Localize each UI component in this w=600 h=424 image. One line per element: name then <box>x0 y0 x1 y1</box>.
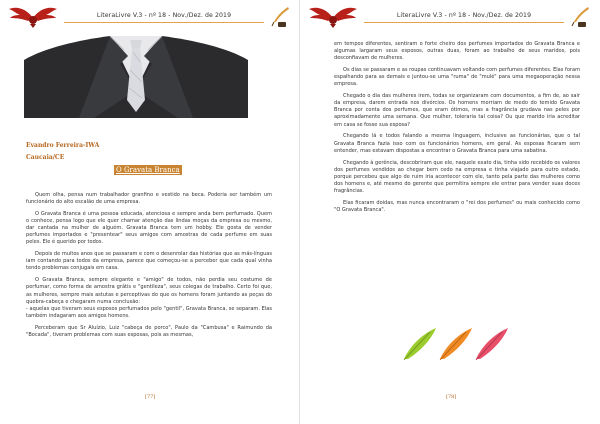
header-rule <box>64 22 264 23</box>
header-title: LiteraLivre V.3 - nº 18 - Nov./Dez. de 2019 <box>96 12 232 19</box>
winged-emblem-icon <box>8 6 58 28</box>
paragraph: Depois de muitos anos que se passaram e com o desenrolar das histórias que as más-línguas iam contando para todos da empresa, parece que começou-se a perceber que cada qual vinha tendo problemas conjugais em casa. <box>26 251 272 272</box>
colored-feathers-icon <box>400 326 510 362</box>
page-header <box>6 6 294 28</box>
header-title: LiteraLivre V.3 - nº 18 - Nov./Dez. de 2019 <box>396 12 532 19</box>
left-body-text <box>26 192 272 344</box>
page-number: [77] <box>145 394 156 400</box>
right-page <box>300 0 600 424</box>
right-body-text <box>334 41 580 219</box>
paragraph: Chegando lá e todos falando a mesma linguagem, inclusive as funcionárias, que o tal Gravata Branca fazia isso com os funcionários homens, em geral. As esposas ficaram sem entender, mas estavam dispostas a encontrar o Gravata Branca para uma sabatina. <box>334 133 580 154</box>
paragraph: Chegando à gerência, descobriram que ele, naquele exato dia, tinha sido recebido os valores dos perfumes vendidos ao chegar bem cedo na empresa e tinha viajado para outro estado, porque percebeu que algo de ruim iria acontecer com ele, tanto pela parte das mulheres como dos homens e, até mesmo do gerente que permitira sempre ele entrar para vender suas doces fragrâncias. <box>334 159 580 194</box>
story-title: O Gravata Branca <box>116 166 180 174</box>
page-header <box>306 6 594 28</box>
paragraph: O Gravata Branca, sempre elegante e "amigo" de todos, não perdia seu costume de perfumar, como forma de amostra grátis e "gentileza", seus colegas de trabalho. Certo foi que, as mulheres, sempre mais astutas e perceptivas do que os homens foram juntando as peças do quebra-cabeça e chegaram numa conclusão: <box>26 277 272 305</box>
suit-and-white-tie-photo <box>24 30 248 118</box>
quill-inkpot-icon <box>268 6 292 28</box>
winged-emblem-icon <box>308 6 358 28</box>
page-number: [78] <box>446 394 457 400</box>
quill-inkpot-icon <box>568 6 592 28</box>
paragraph: O Gravata Branca é uma pessoa educada, atenciosa e sempre anda bem perfumado. Quem o conhece, pensa logo que ele quer chamar atenção das lindas moças da empresa ou mesmo, dar cantada na mulher de alguém. Gravata Branca tem um hobby. Ele gosta de vender perfumes importados e "presentear" seus amigos com amostras de cada perfume em suas peles. Ele é querido por todos. <box>26 210 272 246</box>
header-rule <box>364 22 564 23</box>
paragraph: Perceberam que Sr Aluízio, Luiz "cabeça de porco", Paulo da "Cambusa" e Raimundo da "Bocada", tiveram problemas com suas esposas, pois as mesmas, <box>26 324 272 338</box>
paragraph: Chegado o dia das mulheres irem, todas se organizaram com documentos, a fim de, ao sair da empresa, darem entrada nos divórcios. Os homens morriam de medo do temido Gravata Branca por conta dos perfumes, que eram ótimos, mas a fragrância grudava nas peles por aproximadamente uma semana. Que mulher, toleraria tal coisa? Ou que marido iria acreditar em casa se fosse sua esposa? <box>334 93 580 128</box>
paragraph: em tempos diferentes, sentiram o forte cheiro dos perfumes importados do Gravata Branca e algumas largaram seus esposos, outras duas, foram ao trabalho de seus maridos, pois desconfiavam de mulheres. <box>334 41 580 62</box>
paragraph: Elas ficaram doidas, mas nunca encontraram o "rei dos perfumes" ou mais conhecido como "O Gravata Branca". <box>334 199 580 213</box>
paragraph: Os dias se passaram e as roupas continuavam voltando com perfumes diferentes. Elas foram espalhando para as demais e juntou-se uma "ruma" de "mulé" para uma megaoperação nessa empresa. <box>334 67 580 88</box>
author-name: Evandro Ferreira-IWA <box>26 142 100 149</box>
paragraph: - aquelas que tiveram seus esposos perfumados pelo "gentil", Gravata Branca, se separam. Elas também indagaram aos amigos homens. <box>26 305 272 319</box>
author-place: Caucaia/CE <box>26 154 65 161</box>
paragraph: Quem olha, pensa num trabalhador granfino e vestido na beca. Poderia ser também um funcionário do alto escalão de uma empresa. <box>26 192 272 206</box>
